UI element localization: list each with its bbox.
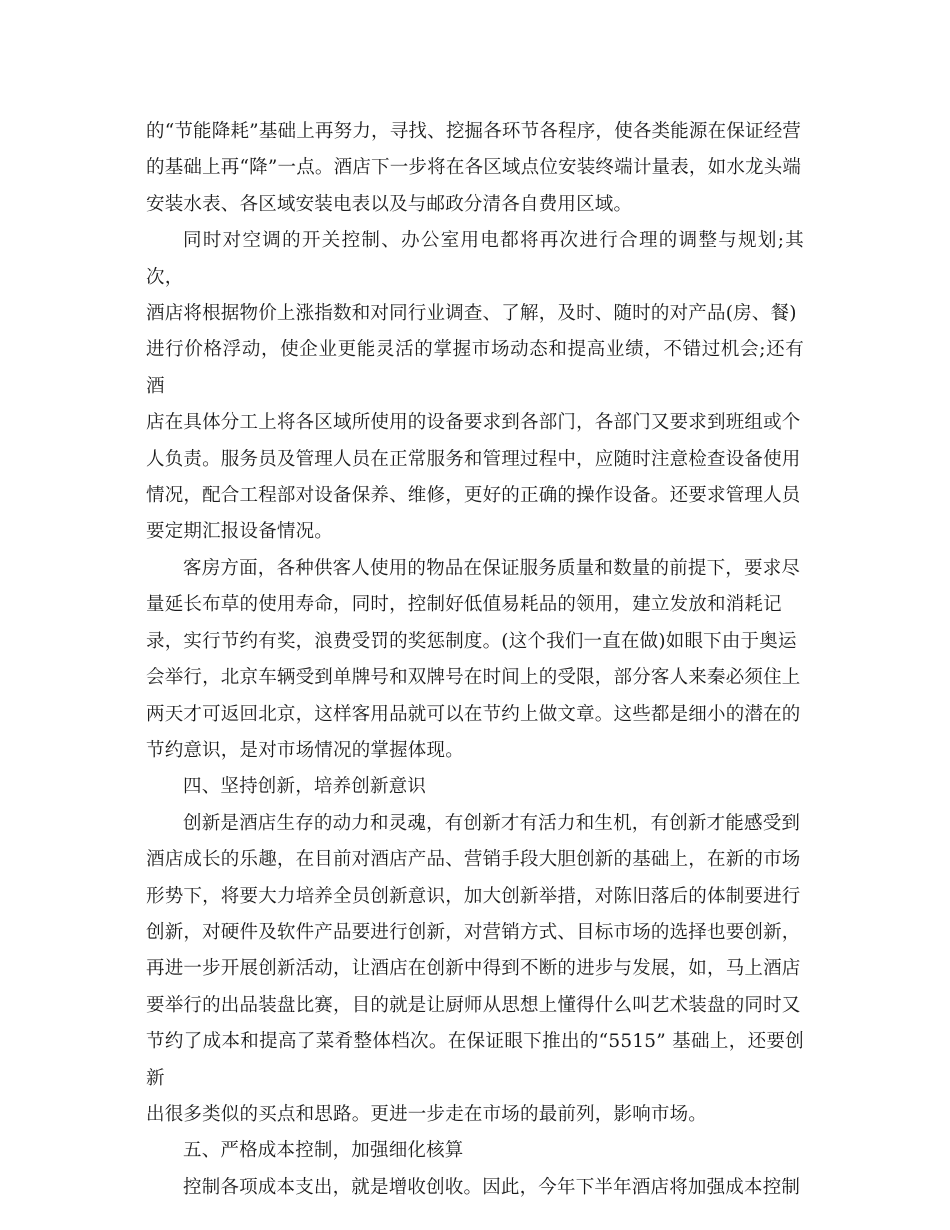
text-line: 人负责。服务员及管理人员在正常服务和管理过程中，应随时注意检查设备使用 — [146, 448, 801, 470]
text-line: 店在具体分工上将各区域所使用的设备要求到各部门，各部门又要求到班组或个 — [146, 412, 801, 434]
document-body — [146, 114, 804, 1206]
paragraph-guest-rooms — [146, 551, 804, 769]
text-line: 进行价格浮动，使企业更能灵活的掌握市场动态和提高业绩，不错过机会;还有酒 — [146, 339, 804, 397]
text-line: 控制各项成本支出，就是增收创收。因此，今年下半年酒店将加强成本控制 — [183, 1176, 801, 1198]
paragraph-equipment-management — [146, 223, 804, 551]
text-line: 出很多类似的买点和思路。更进一步走在市场的最前列，影响市场。 — [146, 1103, 708, 1125]
text-line: 再进一步开展创新活动，让酒店在创新中得到不断的进步与发展，如，马上酒店 — [146, 958, 801, 980]
text-line: 创新是酒店生存的动力和灵魂，有创新才有活力和生机，有创新才能感受到 — [183, 812, 801, 834]
text-line: 节约意识，是对市场情况的掌握体现。 — [146, 739, 464, 761]
text-line: 要举行的出品装盘比赛，目的就是让厨师从思想上懂得什么叫艺术装盘的同时又 — [146, 994, 801, 1016]
section-heading-cost-control — [146, 1133, 804, 1169]
text-line: 形势下，将要大力培养全员创新意识，加大创新举措，对陈旧落后的体制要进行 — [146, 885, 801, 907]
text-line: 酒店成长的乐趣，在目前对酒店产品、营销手段大胆创新的基础上，在新的市场 — [146, 849, 801, 871]
text-line: 会举行，北京车辆受到单牌号和双牌号在时间上的受限，部分客人来秦必须住上 — [146, 667, 801, 689]
text-line: 的基础上再“降”一点。酒店下一步将在各区域点位安装终端计量表，如水龙头端 — [146, 157, 802, 179]
text-line: 五、严格成本控制，加强细化核算 — [183, 1140, 464, 1162]
text-line: 安装水表、各区域安装电表以及与邮政分清各自费用区域。 — [146, 193, 633, 215]
paragraph-innovation — [146, 806, 804, 1134]
section-heading-innovation — [146, 769, 804, 805]
text-line: 情况，配合工程部对设备保养、维修，更好的正确的操作设备。还要求管理人员 — [146, 485, 801, 507]
text-line: 的“节能降耗”基础上再努力，寻找、挖掘各环节各程序，使各类能源在保证经营 — [146, 121, 802, 142]
text-line: 四、坚持创新，培养创新意识 — [183, 776, 427, 798]
text-line: 两天才可返回北京，这样客用品就可以在节约上做文章。这些都是细小的潜在的 — [146, 703, 801, 725]
text-line: 录，实行节约有奖，浪费受罚的奖惩制度。(这个我们一直在做)如眼下由于奥运 — [146, 630, 797, 652]
text-line: 要定期汇报设备情况。 — [146, 521, 334, 543]
text-line: 客房方面，各种供客人使用的物品在保证服务质量和数量的前提下，要求尽 — [183, 557, 801, 579]
text-line: 量延长布草的使用寿命，同时，控制好低值易耗品的领用，建立发放和消耗记 — [146, 594, 782, 616]
paragraph-energy-saving — [146, 114, 804, 223]
text-line: 节约了成本和提高了菜肴整体档次。在保证眼下推出的“5515” 基础上，还要创新 — [146, 1031, 804, 1089]
paragraph-cost-control — [146, 1170, 804, 1206]
text-line: 创新，对硬件及软件产品要进行创新，对营销方式、目标市场的选择也要创新， — [146, 921, 801, 943]
text-line: 同时对空调的开关控制、办公室用电都将再次进行合理的调整与规划;其次， — [146, 230, 804, 288]
text-line: 酒店将根据物价上涨指数和对同行业调查、了解，及时、随时的对产品(房、餐) — [146, 303, 797, 325]
